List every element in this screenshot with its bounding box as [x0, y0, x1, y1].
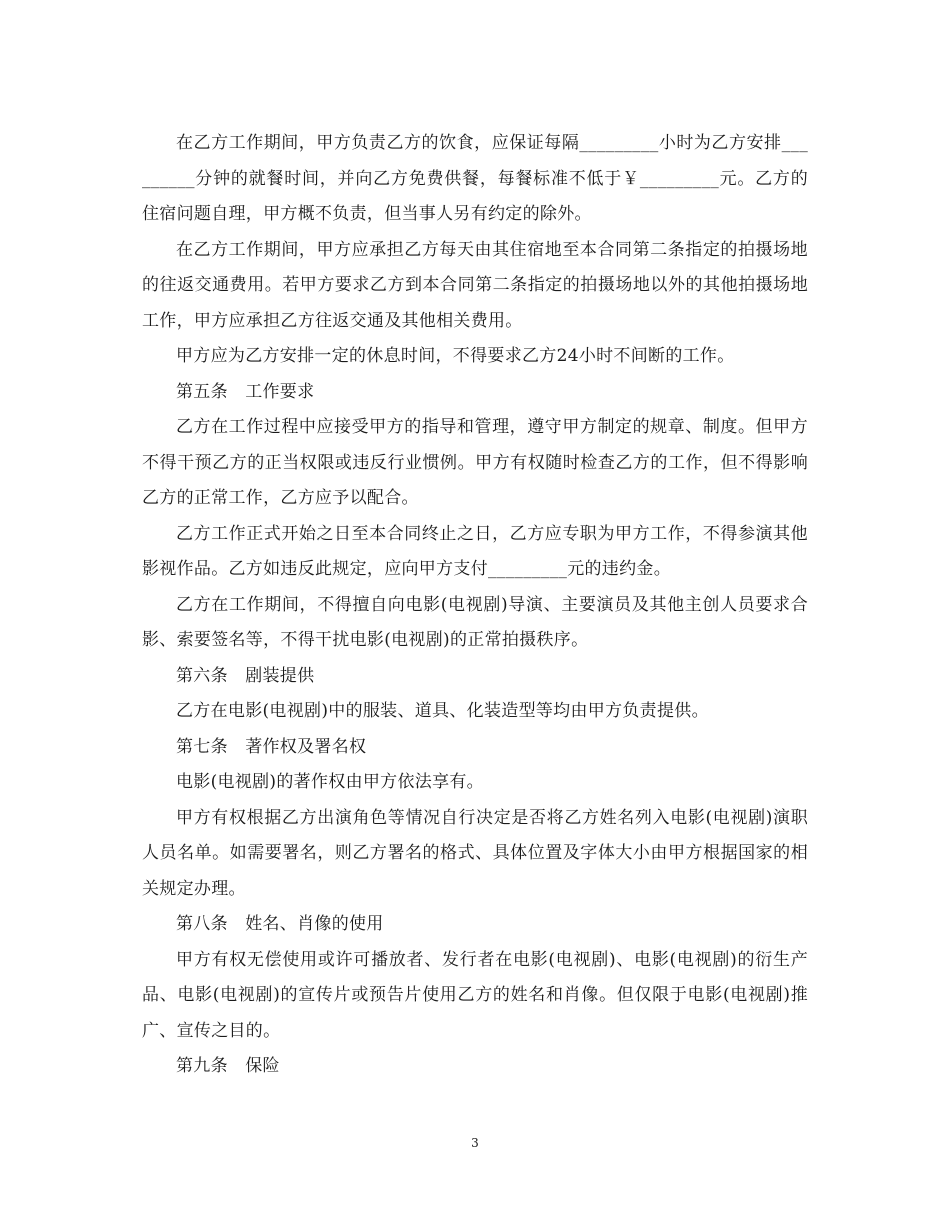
section-heading-article-6: 第六条 剧装提供	[176, 665, 315, 686]
paragraph-costumes: 乙方在电影(电视剧)中的服装、道具、化装造型等均由甲方负责提供。	[176, 701, 709, 721]
document-body	[142, 126, 808, 1085]
paragraph-name-likeness: 甲方有权无偿使用或许可播放者、发行者在电影(电视剧)、电影(电视剧)的衍生产品、电影(电视剧)的宣传片或预告片使用乙方的姓名和肖像。但仅限于电影(电视剧)推广、宣传之目的。	[142, 949, 808, 1041]
section-heading-article-9: 第九条 保险	[176, 1056, 280, 1076]
section-heading-article-7: 第七条 著作权及署名权	[176, 736, 367, 757]
section-heading-article-8: 第八条 姓名、肖像的使用	[176, 914, 384, 934]
paragraph-conduct: 乙方在工作期间，不得擅自向电影(电视剧)导演、主要演员及其他主创人员要求合影、索要签名等，不得干扰电影(电视剧)的正常拍摄秩序。	[142, 594, 808, 650]
paragraph-credits: 甲方有权根据乙方出演角色等情况自行决定是否将乙方姓名列入电影(电视剧)演职人员名单。如需要署名，则乙方署名的格式、具体位置及字体大小由甲方根据国家的相关规定办理。	[142, 807, 808, 899]
paragraph-rest: 甲方应为乙方安排一定的休息时间，不得要求乙方24小时不间断的工作。	[176, 346, 735, 366]
paragraph-work-management: 乙方在工作过程中应接受甲方的指导和管理，遵守甲方制定的规章、制度。但甲方不得干预乙方的正当权限或违反行业惯例。甲方有权随时检查乙方的工作，但不得影响乙方的正常工作，乙方应予以配合。	[142, 417, 808, 508]
paragraph-exclusivity: 乙方工作正式开始之日至本合同终止之日，乙方应专职为甲方工作，不得参演其他影视作品。乙方如违反此规定，应向甲方支付_________元的违约金。	[142, 523, 808, 579]
paragraph-copyright: 电影(电视剧)的著作权由甲方依法享有。	[176, 772, 484, 792]
paragraph-meals: 在乙方工作期间，甲方负责乙方的饮食，应保证每隔_________小时为乙方安排_________分钟的就餐时间，并向乙方免费供餐，每餐标准不低于￥_________元。乙方的住宿问题自理，甲方概不负责，但当事人另有约定的除外。	[142, 133, 808, 224]
section-heading-article-5: 第五条 工作要求	[176, 381, 315, 402]
page-number: 3	[471, 1136, 479, 1150]
paragraph-transport: 在乙方工作期间，甲方应承担乙方每天由其住宿地至本合同第二条指定的拍摄场地的往返交通费用。若甲方要求乙方到本合同第二条指定的拍摄场地以外的其他拍摄场地工作，甲方应承担乙方往返交通及其他相关费用。	[142, 239, 808, 331]
